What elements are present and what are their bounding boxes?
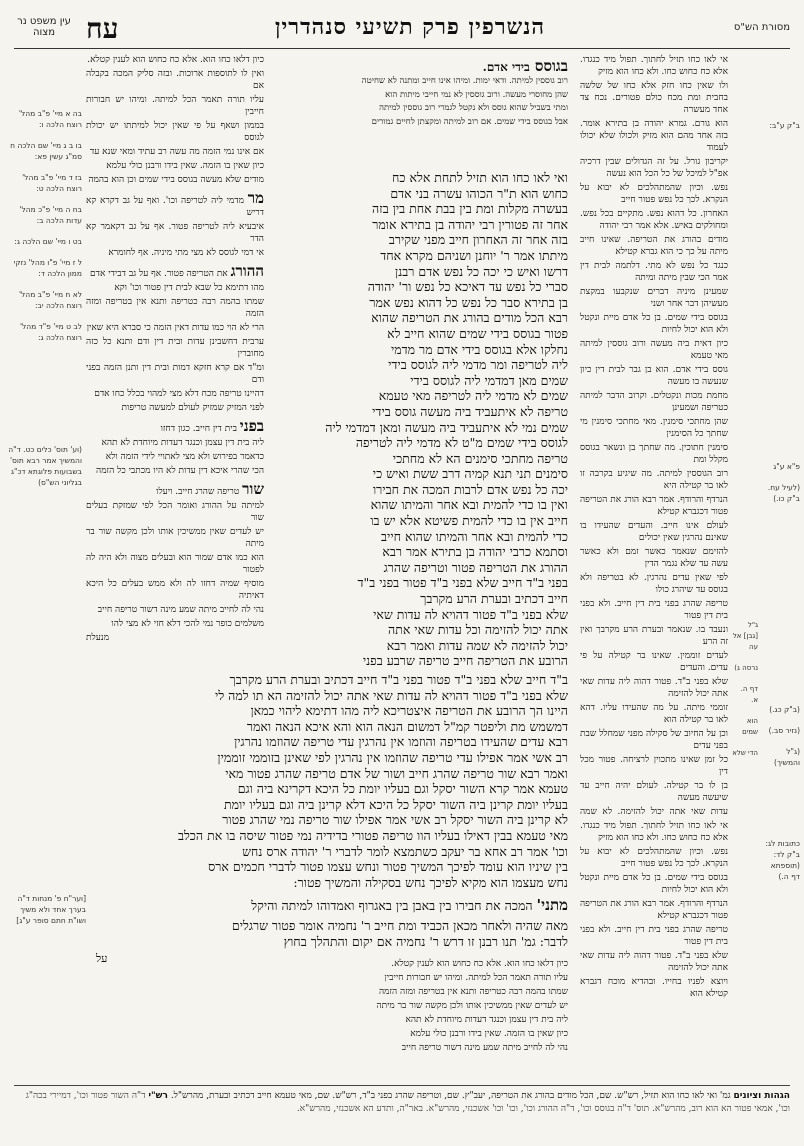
gemara-line: חייב דכתיב ובערת הרע מקרבך bbox=[420, 591, 568, 607]
rashi-line: לעדים זוממין. שאינו בר קטילה על פי עדים. והעדים bbox=[580, 651, 728, 673]
tosafot-dibbur: ההורג bbox=[230, 262, 264, 280]
tosafot-line: יש לעדים שאין ממשיכין אותו ולכן מקשה שור בר מיתה bbox=[376, 1001, 568, 1011]
mesorah-items bbox=[732, 620, 758, 769]
rashi-line: בגוסס בידי שמים. בן כל אדם מיית ונקטל ולא הוא יכול לחיות bbox=[580, 313, 728, 335]
gemara-line: טריפה מחתכי סימנים הא לא מחתכי bbox=[392, 450, 568, 466]
tosafot-line: איבעיא ליה לטריפה פטור. אף על גב דקאמר קא הדר bbox=[86, 222, 264, 244]
gemara-line: סימנים תני תנא קמיה דרב ששת ואיש כי bbox=[372, 466, 568, 482]
gemara-line: לדבר: גמ' תנו רבנן זו דרש ר' נחמיה אם יקום והתהלך בחוץ bbox=[283, 933, 568, 949]
commentary-line: שהן מחוסרי מעשה. ורוב גוססין לא נמי חייבי מיתות הוא bbox=[385, 89, 568, 100]
rashi-line: הנרדף והרודף. אמר רבא הורג את הטריפה פטור דכגברא קטילא bbox=[580, 899, 728, 921]
gemara-line: לא קרינן ביה השור יסקל רב אשי אמר אפילו שור טריפה נמי שהרג פטור bbox=[222, 812, 568, 828]
rashi-line: לעולם אינו חייב. והעדים שהעידו בו שאינם נהרגין שאין יכולים bbox=[580, 521, 728, 543]
rashi-line: סימנין חתוכין. מה שחתך בן ונשאר בגוסס מקלל ומת bbox=[580, 443, 728, 465]
gemara-line: בעשרה מקלות ומת בין בבת אחת בין בזה bbox=[372, 201, 568, 217]
gemara-line: אחר זה פטורין רבי יהודה בן בתירא אומר bbox=[372, 216, 568, 232]
rashi-line: שלא בפני ב"ד. פטור דהוה ליה עדות שאי אתה יכול להזימה bbox=[580, 951, 728, 973]
gemara-line: אתה יכול להזימה וכל עדות שאי אתה bbox=[388, 622, 568, 638]
mesorah-note: ב"ק ע"ב: bbox=[769, 121, 800, 130]
tosafot-line: ליה בית דין עצמן וכנגד דעדות מיוחדת לא תהא bbox=[405, 1015, 568, 1025]
mesorah-label: מסורת הש"ס bbox=[733, 22, 790, 33]
rashi-line: רוב הגוססין למיתה. מה שיגיע בקרבה זו לאו בר קטילה היא bbox=[580, 469, 728, 491]
mishnah-continuation bbox=[92, 918, 568, 954]
gemara-line: וכו' אמר רב אחא בר יעקב כשתמצא לומר לדברי ר' יהודה ארס נחש bbox=[242, 843, 568, 859]
tosafot-line: כיון שאין בו הזמה. שאין בידו ורבנן כולי עלמא bbox=[410, 1029, 568, 1039]
rashi-continuation bbox=[580, 820, 728, 1070]
ein-mishpat-margin bbox=[6, 108, 82, 353]
gemara-line: ההורג את הטריפה פטור וטריפה שהרג bbox=[383, 559, 568, 575]
rashi-line: הוא גורם. גמרא יהודה בן בתירא אומר. בזה אחד מהם הוא מזיק ולכולו שלא יכולו לעמוד bbox=[580, 119, 728, 153]
catchword: על bbox=[96, 952, 108, 965]
rashi-line: יקריבון גורל. על זה הגדולים שבין דרכיה אפ"ל למיכל של כל הכל הוא נעשה bbox=[580, 157, 728, 179]
rashi-line: טריפה שהרג בפני בית דין חייב. ולא בפני בית דין פטור bbox=[580, 925, 728, 947]
tosafot-line: עליו תורה תאמר הכל למיתה. ומיהו יש חבורות חייבין bbox=[86, 95, 264, 117]
tosafot-line: כיון שאין בו הזמה. שאין בידו ורבנן כולי עלמא bbox=[106, 161, 264, 171]
mesorah-note: פ"א ע"ג bbox=[773, 462, 800, 471]
rashi-line: בן לו בר קטילה. לעולם יהיה חייב עד שיעשה מעשה bbox=[580, 781, 728, 803]
header-rule bbox=[14, 48, 790, 49]
ein-mishpat-entry: בח ה מיי' פ"כ מהל' עדות הלכה ב: bbox=[19, 205, 82, 225]
page-number: עח bbox=[86, 12, 119, 45]
tosafot-line: שמתו בהמה רבה כטריפה ותנא אין בטריפה ומזה הזמה bbox=[379, 987, 568, 997]
gemara-line: חייב אין בו כדי להמית פשיטא אלא יש בו bbox=[370, 513, 568, 529]
gemara-line: פטור בגוסס בידי שמים שהוא חייב לא bbox=[387, 325, 568, 341]
tosafot-line: את הטריפה פטור. אף על גב דבידי אדם bbox=[90, 269, 228, 279]
rashi-line: ולו שאין כחו חזק אלא כחו של שלשה בחבית ומת מכח כולם פטורים. נכח צד אחד מעשרה bbox=[580, 81, 728, 115]
gemara-line: שלא בפני ב"ד פטור דהויא לה עדות שאי bbox=[373, 606, 568, 622]
rashi-line: האחרון. כל דהוא נפש. מתקיים בכל נפש. ומחולקים באיש. אלא אמר רבי יהודה bbox=[580, 209, 728, 231]
gemara-line: טעמא אמר קרא השור יסקל וגם בעליו יומת כל היכא דקרינא ביה וגם bbox=[237, 781, 568, 797]
rashi-line: שהן מחתכי סימנין. מאי מחתכי סימנין מי שחתך כל הסימנין bbox=[580, 417, 728, 439]
ein-mishpat-bottom-note: [וער"ח פ' מנחות ד"ה בערך אחד ולא משיך ושו"ת חתם סופר ע"ג] bbox=[16, 894, 86, 925]
glosses-rashi-text: ד"ה השור פטור וכו', דמיירי בכה"ג וכו', אמאי פטור הא הוא רוב, מהרש"א. תוס' ד"ה בגוסס וכו', ד"ה ההורג וכו', וכו' וכו' אשכנזי, מהרש"א. באר"ה, ותדע הא אשכנזי, מהרש"א. bbox=[25, 1091, 790, 1114]
gemara-opening-word: בגוסס bbox=[534, 57, 568, 75]
mesorah-item: ג"ל [גבן] אל עה bbox=[732, 621, 758, 651]
mesorah-note: כתובות לג: ב"ק לד: (תוספתא דף ה.) bbox=[765, 839, 800, 881]
page-title: הנשרפין פרק תשיעי סנהדרין bbox=[274, 14, 546, 40]
mesorah-item: הוא שמים bbox=[742, 717, 758, 736]
gemara-line: ב"ד חייב שלא בפני ב"ד פטור בפני ב"ד חייב דכתיב ובערת הרע מקרבך bbox=[229, 672, 568, 687]
tosafot-line: דהיינו טריפה מכח דלא מצי למהוי בכלל כחו אדם bbox=[94, 389, 264, 399]
rashi-line: להזימם שנאמר כאשר זמם ולא כאשר עשה עד שלא נגמר הדין bbox=[580, 547, 728, 569]
tosafot-line: נהי לה לחייב מיתה שמע מינה דשור טריפה חייב bbox=[401, 1043, 568, 1053]
gemara-line: ואי לאו כחו הוא תזיל לתחת אלא כח bbox=[391, 170, 568, 185]
gemara-line: ואמר רבא שור טריפה שהרג חייב ושור של אדם טריפה שהרג פטור מאי bbox=[225, 765, 568, 781]
rashi-line: כנגד כל נפש לא מתי. דלתמה לבית דין אמר הכי שבין מיתה ומיתה bbox=[580, 261, 728, 283]
rashi-line: נפש. וכיון שהמתהלכים לא יבוא על הנקרא. לכך כל נפש פטור חייב bbox=[580, 847, 728, 869]
ein-mishpat-entry: בז ד מיי' פ"ב מהל' רוצח הלכה ט: bbox=[22, 173, 82, 193]
rashi-line: מחמת מכות ונקטלים. וקרוב הדבר למיתה כטריפה ושמעינן bbox=[580, 391, 728, 413]
glosses-label: הגהות וציונים bbox=[733, 1091, 790, 1101]
rashi-column bbox=[580, 54, 728, 814]
rashi-line: כיון דאית ביה מעשה ורוב גוססין למיתה מאי טעמא bbox=[580, 339, 728, 361]
tosafot-line: בממון ושאף על פי שאין יכול למיתתו יש יכולת לגוסס bbox=[86, 121, 264, 143]
ein-mishpat-entry: ל ז מיי' פ"ו מהל' נזקי ממון הלכה ד: bbox=[13, 258, 82, 278]
commentary-line: רוב גוססין למיתה. ודאי ימות. ומיהו אינו חייב ומתנה לא שחיטה bbox=[361, 76, 568, 86]
gemara-opening-rest: בידי אדם. bbox=[482, 60, 530, 74]
tosafot-line: בית דין חייב. כגון דחזו bbox=[160, 424, 237, 434]
gemara-line: וסתמא כרבי יהודה בן בתירא אמר רבא bbox=[382, 544, 568, 560]
gemara-line: בפני ב"ד חייב שלא בפני ב"ד פטור בפני ב"ד bbox=[357, 575, 568, 591]
gemara-line: לגוסס בידי שמים מ"ט לא מדמי ליה לטריפה bbox=[355, 435, 568, 451]
tosafot-line: נהי לה לחייב מיתה שמע מינה דשור טריפה חייב bbox=[97, 605, 264, 615]
gemara-line: ליה לטריפה ומר מדמי ליה לגוסס בידי bbox=[388, 357, 568, 373]
rashi-line: אי לאו כחו תזיל לחתוך. תפול מיד כנגדו. אלא כח כחוש כחו. ולא כחו הוא מזיק bbox=[580, 821, 728, 843]
gemara-main bbox=[276, 170, 568, 670]
rashi-line: זוממי מיתה. על מה שהעידו עליו. דהא לאו בר קטילה הוא bbox=[580, 703, 728, 725]
tosafot-line: הכי שהרי איכא דין עדות לא היו מכתבי כל הזמה bbox=[96, 466, 264, 476]
rashi-line: טריפה שהרג בפני בית דין חייב. ולא בפני בית דין פטור bbox=[580, 599, 728, 621]
gemara-line: רבא עדים שהעידו בטריפה והוזמו אין נהרגין עדי טריפה שהוזמו נהרגין bbox=[234, 734, 568, 750]
rashi-line: גוסס בידי אדם. הוא בן גבר לבית דין כיון שנעשה בו מעשה bbox=[580, 365, 728, 387]
gemara-heading bbox=[276, 56, 568, 76]
tosafot-line: כיון דלאו כחו הוא. אלא כח כחוש הוא לענין קטלא. bbox=[391, 959, 568, 969]
mesorah-note: (ג"ל והמשיך) bbox=[774, 747, 800, 767]
gemara-line: רב אשי אמר אפילו עדי טריפה שהוזמו אין נהרגין לפי שאינן בזוממי זוממין bbox=[217, 749, 568, 765]
bottom-commentary bbox=[92, 958, 568, 1080]
tosafot-line: ומ"ד אם קרא חזקא דמות ובית דין ותנן הזמה בפני ודם bbox=[86, 363, 264, 385]
gemara-line: שמים מאן דמדמי ליה לגוסס בידי bbox=[410, 372, 568, 388]
rashi-line: לפי שאין עדים נהרגין. לא בטריפה ולא בגוסס עד שיהרג כולו bbox=[580, 573, 728, 595]
rashi-line: אי לאו כחו תזיל לחתוך. תפול מיד כנגדו. אלא כח כחוש כחו. ולא כחו הוא מזיק bbox=[580, 55, 728, 77]
gemara-line: מיתתו אמר ר' יוחנן ושניהם מקרא אחד bbox=[380, 247, 568, 263]
commentary-line: ומתי בשביל שהוא גוסס ולא נקטל לגמרי רוב גוססין למיתה bbox=[379, 103, 568, 113]
gemara-line: בן בתירא סבר כל נפש כל דהוא נפש אמר bbox=[369, 294, 568, 310]
rashi-line: נפש. וכיון שהמתהלכים לא יבוא על הנקרא. לכך כל נפש פטור חייב bbox=[580, 183, 728, 205]
tosafot-line: ערבית דחשבינן עדות ובית דין ודם ותנא כל כזה מחוברין bbox=[86, 337, 264, 359]
gemara-line: מאה שהיה ולאחר מכאן הכביד ומת חייב ר' נחמיה אומר פטור שרגלים bbox=[231, 918, 568, 933]
tosafot-line: ואין לו לתוספות ארוכות. ובזה סליק המכה בקבלה אם bbox=[86, 69, 264, 91]
gemara-line: ואין בו כדי להמית ובא אחר והמיתו שהוא bbox=[370, 497, 568, 513]
gemara-line: בעליו יומת קרינן ביה השור יסקל כל היכא דלא קרינן ביה וגם בעליו יומת bbox=[223, 796, 568, 812]
tosafot-line: אם אינו נמי הזמה מה עשה רב עתיד ומאי שנא עד bbox=[89, 147, 264, 157]
gemara-line: טריפה לא איתעביד ביה מעשה גוסס בידי bbox=[372, 403, 568, 419]
gemara-line: שמים לא מדמי ליה לטריפה מאי טעמא bbox=[378, 388, 568, 404]
mesorah-note: (נזיר סב.) bbox=[768, 726, 800, 735]
rashi-line: שמעינן מיניה דברים שנקבעו במקצת מעשיהן דבר אחר ושני bbox=[580, 287, 728, 309]
mishnah-block bbox=[92, 898, 568, 918]
tosafot-dibbur: בפני bbox=[239, 417, 264, 435]
gemara-line: יכול להזימה לא שמה עדות ואמר רבא bbox=[386, 637, 568, 653]
gemara-line: כחוש הוא ת"ר הכוהו עשרה בני אדם bbox=[390, 185, 568, 201]
ein-mishpat-entry: לב ט מיי' פ"ד מהל' רוצח הלכה ג: bbox=[19, 322, 82, 342]
gemara-line: דרשו ואיש כי יכה כל נפש אדם רבנן bbox=[395, 263, 568, 279]
tosafot-line: למיתה על ההורג ואומר הכל לפי שמזקת בעלים שור bbox=[86, 501, 264, 523]
rashi-line: עדות שאי אתה יכול להזימה. לא שמה bbox=[580, 807, 728, 814]
tosafot-line: מהו דתימא כל שבא לבית דין פטור וכו' וקא bbox=[114, 283, 264, 293]
gemara-line: מאי טעמא בבין דאילו בעליו הוו טריפה פטורי בדידיה נמי פטור שיסה בו את הכלב bbox=[177, 827, 568, 843]
rashi-line: ונעבד בו. שנאמר ובערת הרע מקרבך ואין זה הרע bbox=[580, 625, 728, 647]
gemara-line: בין שיניו הוא עומד לפיכך המשיך פטור ונחש עצמו פטור לדברי חכמים ארס bbox=[208, 859, 568, 875]
mishnah-label: מתני' bbox=[536, 896, 568, 914]
gemara-line: נחש מעצמו הוא מקיא לפיכך נחש בסקילה והמשיך פטור: bbox=[293, 874, 568, 890]
tosafot-line: עליו תורה תאמר הכל למיתה. ומיהו יש חבורות חייבין bbox=[384, 973, 568, 983]
gemara-top-commentary bbox=[276, 76, 568, 168]
tosafot-line: מודים שלא מעשה בגוסס בידי שמים וכן הוא בהמה bbox=[88, 175, 264, 185]
tosafot-column bbox=[86, 54, 264, 666]
mishnah-text: המכה את חבירו בין באבן בין באגרוף ואמדוהו למיתה והיקל bbox=[251, 898, 533, 913]
mesorah-note: (ב"ק כג.) bbox=[769, 705, 800, 714]
ein-mishpat-label: עין משפט נר מצוה bbox=[17, 16, 71, 38]
ein-mishpat-entry: בה א מיי' פ"ב מהל' רוצח הלכה ו: bbox=[18, 109, 82, 129]
gemara-line: סברי כל נפש עד דאיכא כל נפש ור' יהודה bbox=[367, 279, 568, 295]
tosafot-dibbur: שור bbox=[242, 480, 264, 498]
gemara-wide bbox=[92, 672, 568, 900]
gemara-line: הרובע את הטריפה חייב טריפה שרבע בפני bbox=[362, 653, 568, 669]
rashi-line: וכן על החיוב של סקילה מפני שמחלל שבת בפני עדים bbox=[580, 729, 728, 751]
glosses-footer bbox=[14, 1085, 790, 1116]
ein-mishpat-entry: בו ב ג מיי' שם הלכה ח סמ"ג עשין פא: bbox=[10, 141, 82, 161]
gemara-line: כדי להמית ובא אחר והמיתו שהוא חייב bbox=[381, 528, 568, 544]
gemara-line: דמשמש מת וליפטר קמ"ל דמשום הנאה הוא והא איכא הנאה ואמר bbox=[246, 718, 568, 734]
gemara-line: יכה כל נפש אדם לרבות המכה את חבירו bbox=[372, 481, 568, 497]
tosafot-line: ליה בית דין עצמן וכנגד דעדות מיוחדת לא תהא bbox=[101, 438, 264, 448]
tosafot-dibbur: מר bbox=[247, 189, 264, 207]
tosafot-line: טריפה שהרג חייב. ויעלו bbox=[156, 487, 240, 497]
commentary-line: אבל בגוסס בידי שמים. אם רוב למיתה ומקצתן לחיים גמורים bbox=[371, 116, 568, 127]
mesorah-item: הדי שלא bbox=[732, 749, 758, 757]
tosafot-line: מדמי ליה לטריפה וכו'. ואף על גב דקרא קא דריש bbox=[86, 196, 264, 218]
tosafot-line: לפני המזיק שמזיק לעולם למעשה טריפות bbox=[121, 403, 264, 413]
rashi-line: שלא בפני ב"ד. פטור דהוה ליה עדות שאי אתה יכול להזימה bbox=[580, 677, 728, 699]
tosafot-line: מוסיף שמיה דחזו לה ולא ממש בעלים כל היכא דאיתיה bbox=[86, 579, 264, 601]
rashi-line: בגוסס בידי שמים. בן כל אדם מיית ונקטל ולא הוא יכול לחיות bbox=[580, 873, 728, 895]
tosafot-line: כיון דלאו כחו הוא. אלא כח כחוש הוא לענין קטלא. bbox=[87, 55, 264, 65]
mesorah-item: נרסה ג) bbox=[734, 664, 758, 672]
gemara-line: שלא בפני ב"ד פטור דהויא לה עדות שאי אתה יכול להזימה הא תו למה לי bbox=[215, 687, 568, 703]
mesorah-margin bbox=[760, 120, 800, 892]
tosafot-line: כדאמר בפירוש ולא מצי לאתויי לידי הזמה ולא bbox=[105, 452, 264, 462]
gemara-line: שמים נמי לא איתעביד ביה מעשה ומאן דמדמי ליה bbox=[325, 419, 568, 435]
tosafot-line: יש לעדים שאין ממשיכין אותו ולכן מקשה שור בר מיתה bbox=[86, 527, 264, 549]
rashi-line: מודים בהורג את הטריפה. שאינו חייב מיתה על כך כי הוא גברא קטילא bbox=[580, 235, 728, 257]
mesorah-item: דף ה. א. bbox=[740, 685, 758, 704]
tosafot-line: משלמים כופר נמי להכי דלא חזי לא מצי להו bbox=[111, 619, 264, 629]
gemara-line: רבא הכל מודים בהורג את הטריפה שהוא bbox=[371, 310, 568, 326]
tosafot-line: הוא כמו אדם שמור הוא ובעלים מצוה ולא היה לה לפטור bbox=[86, 553, 264, 575]
tosafot-catchword: מנעלת bbox=[86, 633, 110, 643]
gemara-line: נחלקו אלא בגוסס בידי אדם מר מדמי bbox=[390, 341, 568, 357]
glosses-rashi-label: רש"י bbox=[148, 1091, 168, 1101]
tosafot-line: שמתו בהמה רבה כטריפה ותנא אין בטריפה ומזה הזמה bbox=[86, 297, 264, 319]
gemara-line: בזה אחר זה האחרון חייב מפני שקירב bbox=[388, 232, 568, 248]
glosses-text: גמ' ואי לאו כחו הוא תזיל, רש"ש. שם, הכל מודים בהורג את הטריפה, יעב"ץ. שם, וטריפה שהרג בפני ב"ד, רש"ש. שם, מאי טעמא חייב דכתיב ובערת, מהרש"ל. bbox=[170, 1091, 731, 1101]
gemara-line: היינו הך הרובע את הטריפה איצטריכא ליה מהו דתימא ליהוי כמאן bbox=[250, 703, 568, 719]
tosafot-line: הרי לא הוי כמו עדות דאין הזמה כי סברא היא שאין bbox=[86, 323, 264, 333]
mesorah-note: (לעיל עח. ב"ק כו.) bbox=[767, 483, 800, 503]
ein-mishpat-entry: בט ו מיי' שם הלכה ג: bbox=[14, 237, 82, 246]
rashi-line: כל זמן שאינו מתכוין לרציחה. פטור מכל דין bbox=[580, 755, 728, 777]
ein-mishpat-note: (וע' תוס' כלים כט. ד"ה והמשיך אמר רבא תוס' בשבועות פלוגתא דכ"ג בגליוני הש"ס) bbox=[8, 445, 82, 487]
ein-mishpat-entry: לא ח מיי' פ"ב מהל' רוצח הלכה יב: bbox=[18, 290, 82, 310]
rashi-line: הנרדף והרודף. אמר רבא הורג את הטריפה פטור דכגברא קטילא bbox=[580, 495, 728, 517]
tosafot-line: אי דמי לגוסס לא מצי מתי מיניה. אף לחומרא bbox=[108, 248, 264, 258]
rashi-line: ויוצא לפניו בחייו. ובהדיא מוכח דגברא קטילא הוא bbox=[580, 977, 728, 999]
